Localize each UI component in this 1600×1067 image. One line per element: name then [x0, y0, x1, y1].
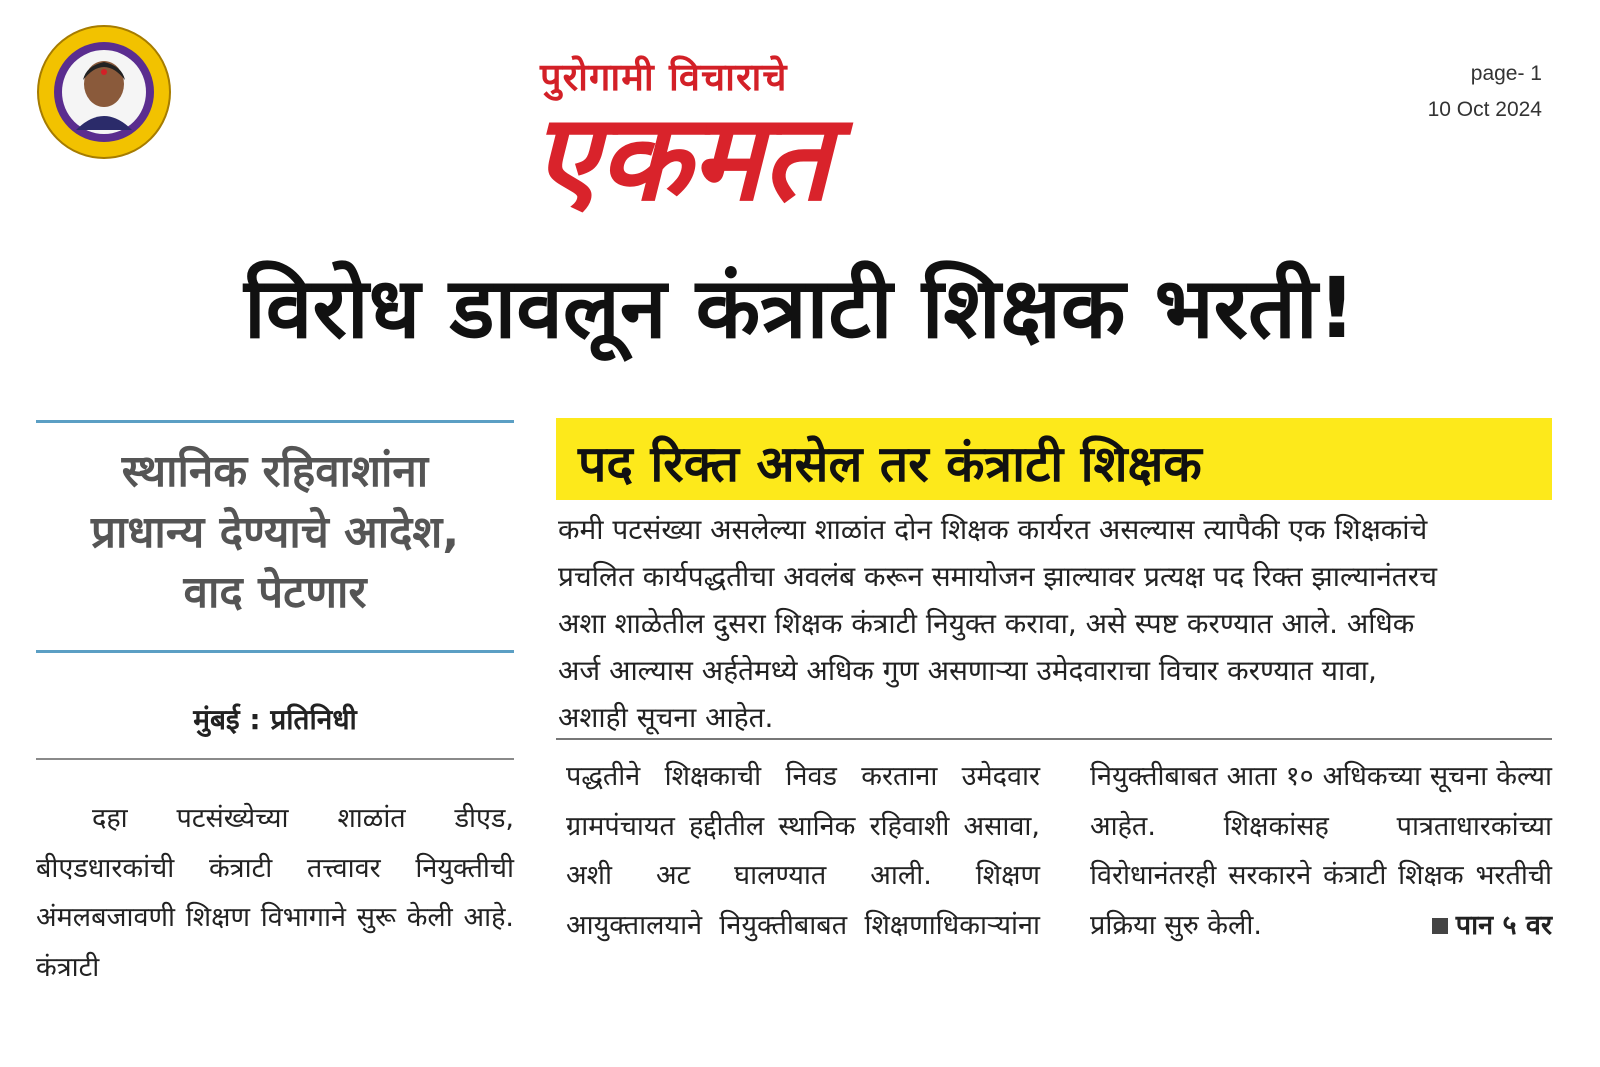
- byline-rule: [36, 758, 514, 760]
- page-number: page- 1: [1470, 62, 1542, 85]
- main-headline: विरोध डावलून कंत्राटी शिक्षक भरती!: [244, 259, 1356, 357]
- section-rule: [556, 738, 1552, 740]
- intro-line: अर्ज आल्यास अर्हतेमध्ये अधिक गुण असणाऱ्या उमेदवाराचा विचार करण्यात यावा,: [558, 654, 1377, 687]
- column-b-text: नियुक्तीबाबत आता १० अधिकच्या सूचना केल्या आहेत. शिक्षकांसह पात्रताधारकांच्या विरोधानंतरही सरकारने कंत्राटी शिक्षक भरतीची: [1090, 761, 1552, 891]
- column-b-last-line: प्रक्रिया सुरु केली.: [1090, 909, 1262, 941]
- continued-label: पान ५ वर: [1455, 909, 1552, 941]
- deck-line: वाद पेटणार: [183, 567, 367, 619]
- column-b-ending: [1090, 901, 1552, 951]
- left-deck: [36, 442, 514, 624]
- byline: मुंबई : प्रतिनिधी: [193, 703, 357, 736]
- newspaper-brand-logo: एकमत: [532, 87, 831, 228]
- intro-line: अशा शाळेतील दुसरा शिक्षक कंत्राटी नियुक्त करावा, असे स्पष्ट करण्यात आले. अधिक: [558, 607, 1415, 640]
- subhead: पद रिक्त असेल तर कंत्राटी शिक्षक: [578, 435, 1202, 493]
- deck-top-rule: [36, 420, 514, 423]
- author-badge: [36, 24, 172, 160]
- column-a-text: पद्धतीने शिक्षकाची निवड करताना उमेदवार ग्रामपंचायत हद्दीतील स्थानिक रहिवाशी असावा, अशी अट घालण्यात आली. शिक्षण आयुक्तालयाने नियुक्तीबाबत शिक्षणाधिकाऱ्यांना: [566, 761, 1040, 941]
- masthead-tagline: पुरोगामी विचाराचे: [540, 55, 788, 99]
- square-bullet-icon: [1432, 918, 1448, 934]
- deck-line: प्राधान्य देण्याचे आदेश,: [90, 506, 460, 558]
- badge-seal-icon: [36, 24, 172, 160]
- left-body-text: दहा पटसंख्येच्या शाळांत डीएड, बीएडधारकांची कंत्राटी तत्त्वावर नियुक्तीची अंमलबजावणी शिक्षण विभागाने सुरू केली आहे. कंत्राटी: [36, 803, 514, 983]
- publication-date: 10 Oct 2024: [1427, 98, 1542, 121]
- deck-bottom-rule: [36, 650, 514, 653]
- intro-line: प्रचलित कार्यपद्धतीचा अवलंब करून समायोजन झाल्यावर प्रत्यक्ष पद रिक्त झाल्यानंतरच: [558, 560, 1437, 593]
- intro-paragraph: [558, 506, 1552, 741]
- intro-line: कमी पटसंख्या असलेल्या शाळांत दोन शिक्षक कार्यरत असल्यास त्यापैकी एक शिक्षकांचे: [558, 513, 1428, 546]
- intro-line: अशाही सूचना आहेत.: [558, 701, 774, 734]
- column-b: [1090, 752, 1552, 950]
- continued-on-page[interactable]: [1432, 901, 1552, 951]
- deck-line: स्थानिक रहिवाशांना: [121, 446, 429, 497]
